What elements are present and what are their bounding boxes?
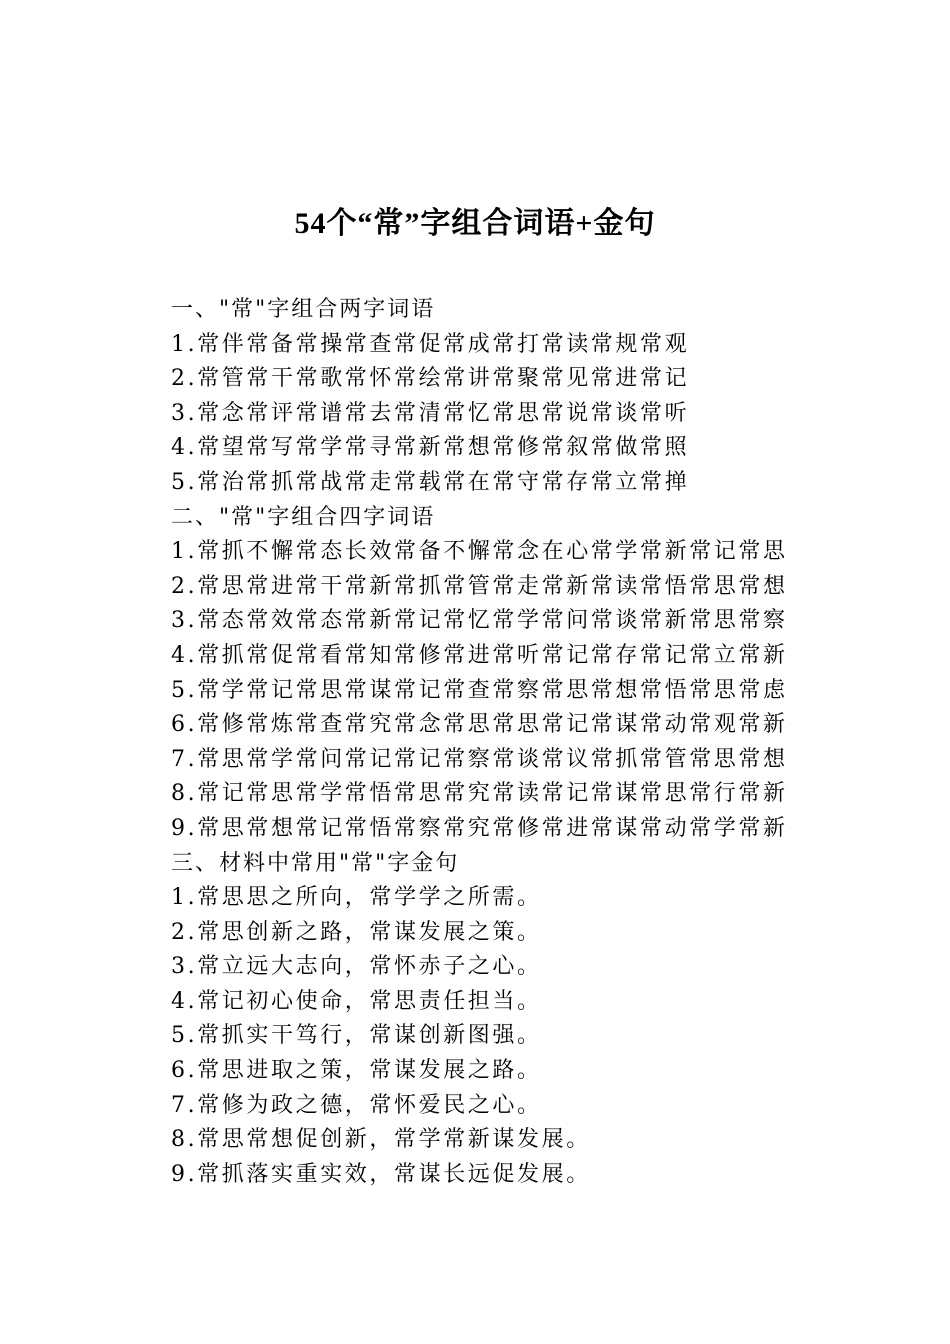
list-item: 6.常修常炼常查常究常念常思常思常记常谋常动常观常新 — [171, 712, 788, 738]
list-item: 5.常抓实干笃行，常谋创新图强。 — [171, 1023, 542, 1049]
list-item: 4.常望常写常学常寻常新常想常修常叙常做常照 — [171, 435, 690, 461]
list-item: 1.常思思之所向，常学学之所需。 — [171, 885, 542, 911]
list-item: 8.常记常思常学常悟常思常究常读常记常谋常思常行常新 — [171, 781, 788, 807]
list-item: 1.常抓不懈常态长效常备不懈常念在心常学常新常记常思 — [171, 539, 788, 565]
section-heading: 一、"常"字组合两字词语 — [171, 297, 436, 322]
list-item: 3.常态常效常态常新常记常忆常学常问常谈常新常思常察 — [171, 608, 788, 634]
document-body — [171, 293, 811, 1192]
list-item: 3.常立远大志向，常怀赤子之心。 — [171, 954, 542, 980]
list-item: 7.常思常学常问常记常记常察常谈常议常抓常管常思常想 — [171, 746, 788, 772]
list-item: 8.常思常想促创新，常学常新谋发展。 — [171, 1127, 591, 1153]
section-heading: 三、材料中常用"常"字金句 — [171, 850, 460, 876]
list-item: 6.常思进取之策，常谋发展之路。 — [171, 1058, 542, 1084]
list-item: 5.常治常抓常战常走常载常在常守常存常立常掸 — [171, 469, 690, 495]
list-item: 4.常记初心使命，常思责任担当。 — [171, 988, 542, 1014]
list-item: 4.常抓常促常看常知常修常进常听常记常存常记常立常新 — [171, 642, 788, 668]
list-item: 5.常学常记常思常谋常记常查常察常思常想常悟常思常虑 — [171, 677, 788, 703]
list-item: 2.常思常进常干常新常抓常管常走常新常读常悟常思常想 — [171, 573, 788, 599]
list-item: 2.常思创新之路，常谋发展之策。 — [171, 919, 542, 945]
list-item: 2.常管常干常歌常怀常绘常讲常聚常见常进常记 — [171, 366, 690, 392]
section-heading: 二、"常"字组合四字词语 — [171, 504, 436, 530]
list-item: 3.常念常评常谱常去常清常忆常思常说常谈常听 — [171, 400, 690, 426]
list-item: 1.常伴常备常操常查常促常成常打常读常规常观 — [171, 331, 690, 357]
list-item: 7.常修为政之德，常怀爱民之心。 — [171, 1092, 542, 1118]
document-title: 54个“常”字组合词语+金句 — [294, 207, 656, 240]
list-item: 9.常思常想常记常悟常察常究常修常进常谋常动常学常新 — [171, 815, 788, 841]
list-item: 9.常抓落实重实效，常谋长远促发展。 — [171, 1161, 591, 1187]
